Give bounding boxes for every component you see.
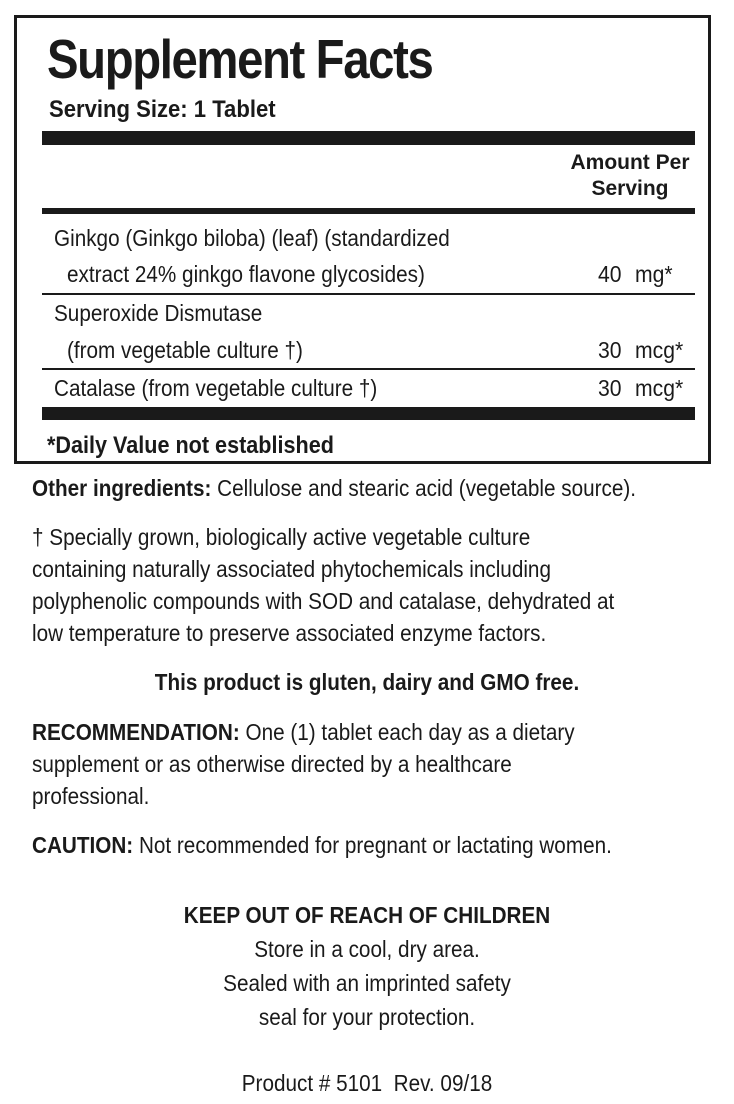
ingredient-name: Ginkgo (Ginkgo biloba) (leaf) (standardized [54, 225, 450, 251]
storage-line: Sealed with an imprinted safety [223, 970, 511, 996]
keep-out-of-reach-heading: KEEP OUT OF REACH OF CHILDREN [183, 902, 551, 928]
ingredient-name-cont: (from vegetable culture †) [67, 337, 303, 363]
culture-note-line: containing naturally associated phytochemicals including [32, 556, 551, 582]
caution [32, 829, 612, 861]
ingredient-unit: mcg* [635, 337, 684, 363]
culture-note [32, 521, 614, 649]
ingredient-name-cont: extract 24% ginkgo flavone glycosides) [67, 261, 425, 287]
row-divider [42, 368, 695, 370]
storage-line: Store in a cool, dry area. [254, 936, 480, 962]
facts-title: Supplement Facts [47, 28, 433, 90]
divider-bar-bottom [42, 407, 695, 420]
serving-size: Serving Size: 1 Tablet [49, 96, 276, 123]
ingredient-amount: 40 [598, 261, 622, 287]
caution-label: CAUTION: [32, 832, 134, 858]
recommendation-text: One (1) tablet each day as a dietary [239, 719, 575, 745]
caution-text: Not recommended for pregnant or lactating women. [133, 832, 612, 858]
divider-bar-mid [42, 208, 695, 214]
ingredient-amount: 30 [598, 375, 622, 401]
row-divider [42, 293, 695, 295]
amount-header-line: Serving [591, 177, 669, 200]
recommendation-text: professional. [32, 783, 150, 809]
divider-bar-top [42, 131, 695, 145]
ingredient-unit: mcg* [635, 375, 684, 401]
free-from-statement: This product is gluten, dairy and GMO free. [154, 669, 580, 695]
ingredient-unit: mg* [635, 261, 673, 287]
other-ingredients [32, 472, 636, 504]
ingredient-name: Superoxide Dismutase [54, 300, 263, 326]
ingredient-amount: 30 [598, 337, 622, 363]
storage-line: seal for your protection. [258, 1004, 476, 1030]
recommendation-label: RECOMMENDATION: [32, 719, 240, 745]
culture-note-line: low temperature to preserve associated enzyme factors. [32, 620, 547, 646]
daily-value-note: *Daily Value not established [47, 432, 334, 459]
culture-note-line: † Specially grown, biologically active vegetable culture [32, 524, 531, 550]
product-info: Product # 5101 Rev. 09/18 [241, 1070, 493, 1096]
supplement-facts-panel [14, 15, 711, 464]
recommendation [32, 716, 575, 812]
other-ingredients-label: Other ingredients: [32, 475, 212, 501]
recommendation-text: supplement or as otherwise directed by a healthcare [32, 751, 512, 777]
other-ingredients-text: Cellulose and stearic acid (vegetable source). [211, 475, 636, 501]
amount-per-serving-header [565, 150, 695, 202]
ingredient-name: Catalase (from vegetable culture †) [54, 375, 378, 401]
culture-note-line: polyphenolic compounds with SOD and catalase, dehydrated at [32, 588, 615, 614]
amount-header-line: Amount Per [570, 151, 690, 174]
